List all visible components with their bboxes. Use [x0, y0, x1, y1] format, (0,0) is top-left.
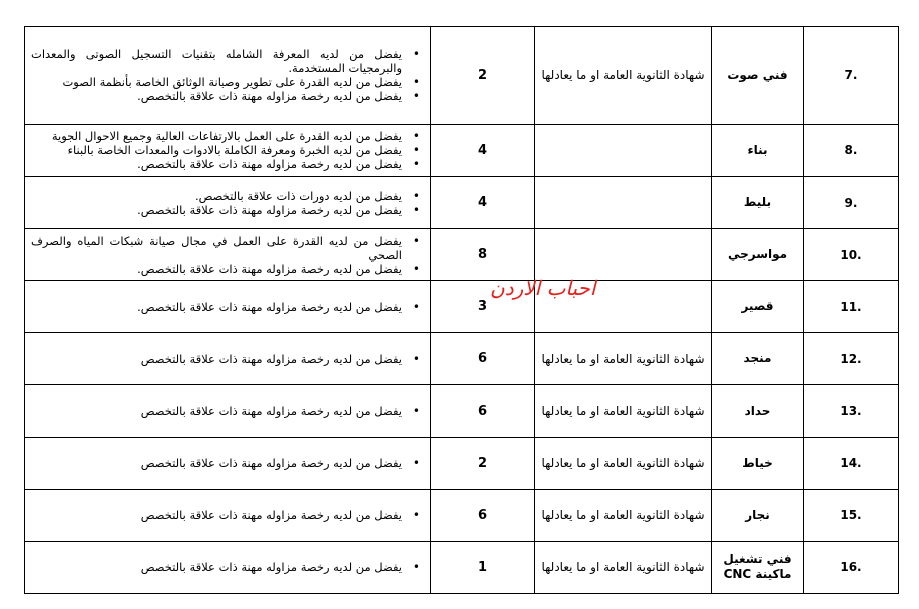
requirement-item: • يفضل من لديه رخصة مزاوله مهنة ذات علاقة بالتخصص — [31, 560, 402, 574]
requirement-item: • يفضل من لديه الخبرة ومعرفة الكاملة بالادوات والمعدات الخاصة بالبناء — [31, 143, 402, 157]
requirements-list — [25, 560, 430, 574]
job-title-cell: نجار — [712, 489, 804, 541]
table-row — [25, 176, 899, 228]
qualification-cell: شهادة الثانوية العامة او ما يعادلها — [535, 541, 712, 593]
qualification-cell — [535, 176, 712, 228]
requirements-list — [25, 189, 430, 217]
job-title-cell: خياط — [712, 437, 804, 489]
vacancy-count-cell: 6 — [431, 489, 535, 541]
row-number-cell: 14. — [804, 437, 899, 489]
requirements-cell — [25, 281, 431, 333]
requirements-cell — [25, 489, 431, 541]
jobs-table-body — [25, 27, 899, 594]
requirement-item: • يفضل من لديه رخصة مزاوله مهنة ذات علاقة بالتخصص — [31, 456, 402, 470]
requirements-list — [25, 129, 430, 171]
table-row — [25, 229, 899, 281]
requirements-list — [25, 47, 430, 103]
qualification-cell: شهادة الثانوية العامة او ما يعادلها — [535, 333, 712, 385]
vacancy-count-cell: 6 — [431, 333, 535, 385]
table-row — [25, 489, 899, 541]
job-title-cell: بناء — [712, 124, 804, 176]
requirement-item: • يفضل من لديه دورات ذات علاقة بالتخصص. — [31, 189, 402, 203]
job-title-cell: فني تشغيل ماكينة CNC — [712, 541, 804, 593]
table-row — [25, 385, 899, 437]
requirements-list — [25, 508, 430, 522]
table-row — [25, 281, 899, 333]
row-number-cell: 10. — [804, 229, 899, 281]
requirement-item: • يفضل من لديه رخصة مزاوله مهنة ذات علاقة بالتخصص. — [31, 203, 402, 217]
job-title-cell: فني صوت — [712, 27, 804, 125]
requirements-cell — [25, 437, 431, 489]
qualification-cell — [535, 124, 712, 176]
requirement-item: • يفضل من لديه رخصة مزاوله مهنة ذات علاقة بالتخصص. — [31, 157, 402, 171]
jobs-table — [24, 26, 899, 594]
vacancy-count-cell: 4 — [431, 176, 535, 228]
requirements-list — [25, 352, 430, 366]
qualification-cell: شهادة الثانوية العامة او ما يعادلها — [535, 437, 712, 489]
table-row — [25, 124, 899, 176]
qualification-cell: شهادة الثانوية العامة او ما يعادلها — [535, 27, 712, 125]
row-number-cell: 7. — [804, 27, 899, 125]
job-title-cell: مواسرجي — [712, 229, 804, 281]
qualification-cell: شهادة الثانوية العامة او ما يعادلها — [535, 385, 712, 437]
vacancy-count-cell: 8 — [431, 229, 535, 281]
requirement-item: • يفضل من لديه القدرة على تطوير وصيانة الوثائق الخاصة بأنظمة الصوت — [31, 75, 402, 89]
requirements-list — [25, 404, 430, 418]
row-number-cell: 15. — [804, 489, 899, 541]
watermark-text: احباب الاردن — [490, 276, 596, 300]
requirements-list — [25, 456, 430, 470]
requirements-cell — [25, 124, 431, 176]
requirement-item: • يفضل من لديه رخصة مزاوله مهنة ذات علاقة بالتخصص. — [31, 89, 402, 103]
requirements-cell — [25, 229, 431, 281]
job-title-cell: بليط — [712, 176, 804, 228]
requirement-item: • يفضل من لديه المعرفة الشامله بتقنيات التسجيل الصوتى والمعدات والبرمجيات المستخدمة. — [31, 47, 402, 75]
table-row — [25, 541, 899, 593]
table-row — [25, 27, 899, 125]
requirements-list — [25, 234, 430, 276]
qualification-cell — [535, 229, 712, 281]
requirement-item: • يفضل من لديه رخصة مزاوله مهنة ذات علاقة بالتخصص — [31, 508, 402, 522]
row-number-cell: 13. — [804, 385, 899, 437]
requirement-item: • يفضل من لديه رخصة مزاوله مهنة ذات علاقة بالتخصص. — [31, 262, 402, 276]
table-row — [25, 333, 899, 385]
row-number-cell: 11. — [804, 281, 899, 333]
row-number-cell: 16. — [804, 541, 899, 593]
table-row — [25, 437, 899, 489]
job-title-cell: قصير — [712, 281, 804, 333]
requirements-cell — [25, 176, 431, 228]
requirement-item: • يفضل من لديه رخصة مزاوله مهنة ذات علاقة بالتخصص. — [31, 300, 402, 314]
requirements-cell — [25, 541, 431, 593]
row-number-cell: 8. — [804, 124, 899, 176]
requirements-cell — [25, 333, 431, 385]
job-title-cell: منجد — [712, 333, 804, 385]
vacancy-count-cell: 2 — [431, 437, 535, 489]
requirements-cell — [25, 385, 431, 437]
requirement-item: • يفضل من لديه رخصة مزاوله مهنة ذات علاقة بالتخصص — [31, 352, 402, 366]
row-number-cell: 12. — [804, 333, 899, 385]
requirement-item: • يفضل من لديه رخصة مزاوله مهنة ذات علاقة بالتخصص — [31, 404, 402, 418]
vacancy-count-cell: 6 — [431, 385, 535, 437]
requirement-item: • يفضل من لديه القدرة على العمل بالارتفاعات العالية وجميع الاحوال الجوية — [31, 129, 402, 143]
vacancy-count-cell: 4 — [431, 124, 535, 176]
requirement-item: • يفضل من لديه القدرة على العمل في مجال صيانة شبكات المياه والصرف الصحي — [31, 234, 402, 262]
job-title-cell: حداد — [712, 385, 804, 437]
qualification-cell: شهادة الثانوية العامة او ما يعادلها — [535, 489, 712, 541]
vacancy-count-cell: 3 — [431, 281, 535, 333]
requirements-cell — [25, 27, 431, 125]
vacancy-count-cell: 2 — [431, 27, 535, 125]
row-number-cell: 9. — [804, 176, 899, 228]
requirements-list — [25, 300, 430, 314]
vacancy-count-cell: 1 — [431, 541, 535, 593]
